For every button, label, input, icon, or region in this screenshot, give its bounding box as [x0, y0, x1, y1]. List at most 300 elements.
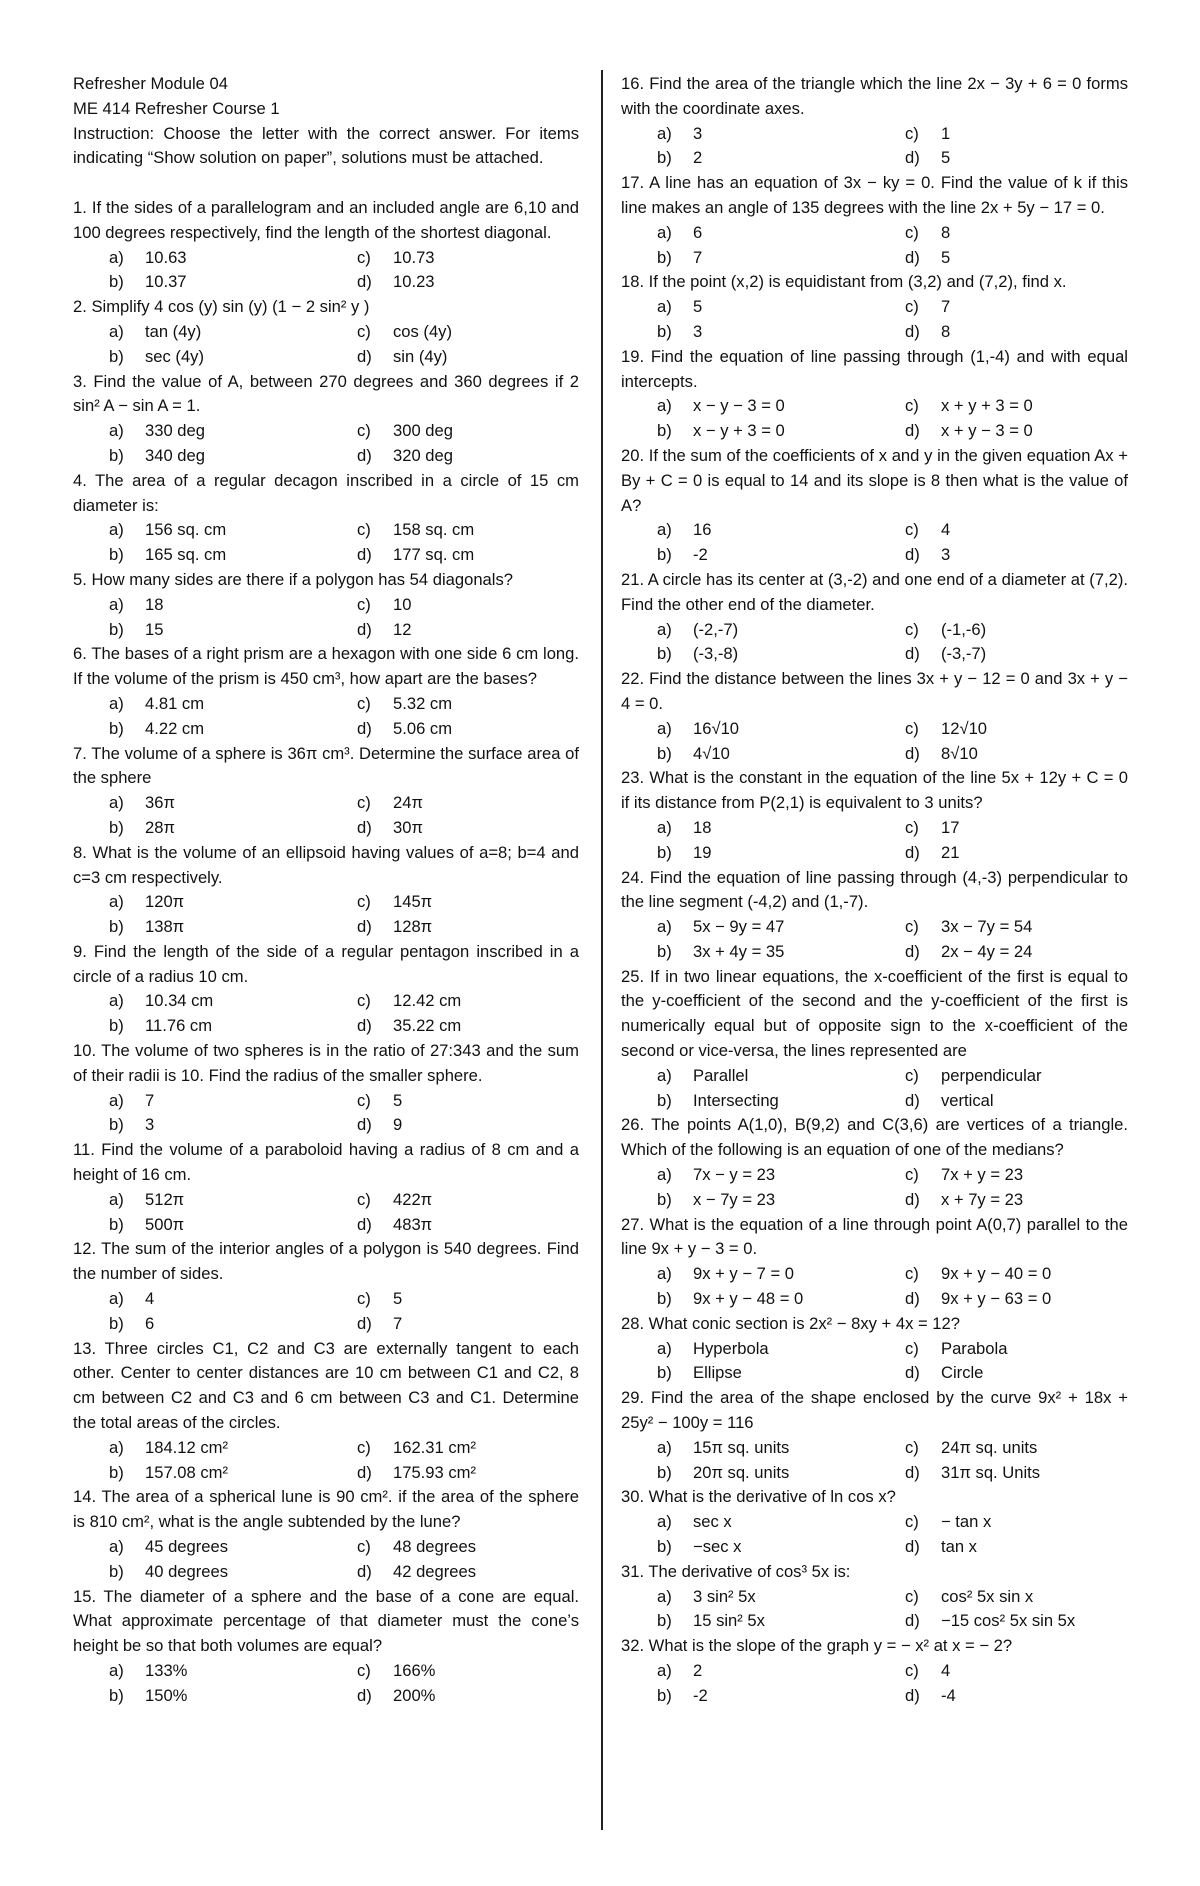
choice-value: 28π — [145, 817, 175, 837]
choice-letter: b) — [657, 644, 672, 664]
choice-value: 1 — [941, 123, 951, 143]
choice-letter: c) — [905, 1065, 919, 1085]
choice-letter: c) — [905, 1586, 919, 1606]
answer-choices-row — [621, 1287, 1128, 1312]
choice-value: 10 — [393, 594, 412, 614]
question-item — [621, 72, 1128, 171]
choice-letter: c) — [357, 892, 371, 912]
question-item — [621, 444, 1128, 568]
question-text: 23. What is the constant in the equation of the line 5x + 12y + C = 0 if its distance from P(2,1) is equivalent to 3 units? — [621, 768, 1128, 813]
choice-letter: c) — [357, 520, 371, 540]
choice-letter: b) — [657, 743, 672, 763]
question-item — [73, 1337, 579, 1486]
choice-letter: d) — [905, 1685, 920, 1705]
answer-choices-row — [621, 246, 1128, 271]
choice-letter: b) — [657, 1611, 672, 1631]
choice-value: 9x + y − 40 = 0 — [941, 1264, 1052, 1284]
answer-choices-row — [621, 717, 1128, 742]
choice-letter: c) — [905, 297, 919, 317]
choice-letter: b) — [109, 272, 124, 292]
choice-letter: d) — [357, 1214, 372, 1234]
choice-letter: d) — [905, 421, 920, 441]
choice-letter: d) — [905, 644, 920, 664]
choice-value: 5 — [393, 1090, 403, 1110]
question-item — [73, 196, 579, 295]
choice-value: 6 — [145, 1313, 155, 1333]
choice-value: 24π sq. units — [941, 1437, 1038, 1457]
answer-choices-row — [73, 419, 579, 444]
choice-letter: d) — [905, 247, 920, 267]
question-text: 9. Find the length of the side of a regular pentagon inscribed in a circle of a radius 10 cm. — [73, 941, 579, 986]
choice-value: 48 degrees — [393, 1537, 477, 1557]
choice-letter: d) — [357, 545, 372, 565]
choice-letter: a) — [109, 520, 124, 540]
choice-letter: a) — [657, 123, 672, 143]
choice-letter: d) — [905, 1462, 920, 1482]
choice-letter: c) — [357, 991, 371, 1011]
choice-letter: b) — [657, 1462, 672, 1482]
choice-letter: b) — [657, 545, 672, 565]
choice-letter: a) — [109, 1661, 124, 1680]
answer-choices-row — [621, 320, 1128, 345]
choice-value: Intersecting — [693, 1090, 779, 1110]
choice-value: 12.42 cm — [393, 991, 462, 1011]
choice-value: 17 — [941, 817, 960, 837]
question-item — [73, 841, 579, 940]
answer-choices-row — [621, 915, 1128, 940]
question-text: 13. Three circles C1, C2 and C3 are externally tangent to each other. Center to center distances are 10 cm between C1 and C2, 8 cm between C2 and C3 and 6 cm between C3 and C1. Determine the total areas of the circles. — [73, 1338, 579, 1433]
question-text: 15. The diameter of a sphere and the base of a cone are equal. What approximate percentage of that diameter must the cone’s height be so that both volumes are equal? — [73, 1586, 579, 1656]
choice-letter: d) — [905, 148, 920, 168]
choice-letter: d) — [357, 619, 372, 639]
choice-letter: b) — [657, 1363, 672, 1383]
choice-value: (-1,-6) — [941, 619, 987, 639]
choice-value: 7 — [941, 297, 951, 317]
answer-choices-row — [621, 419, 1128, 444]
question-item — [621, 1560, 1128, 1634]
question-item — [621, 1113, 1128, 1212]
answer-choices-row — [621, 1436, 1128, 1461]
choice-value: sin (4y) — [393, 346, 448, 366]
choice-letter: b) — [109, 1214, 124, 1234]
choice-letter: b) — [657, 1537, 672, 1557]
answer-choices-row — [621, 1461, 1128, 1486]
choice-value: 15π sq. units — [693, 1437, 790, 1457]
choice-value: 300 deg — [393, 421, 453, 441]
choice-letter: d) — [905, 1189, 920, 1209]
choice-value: 340 deg — [145, 445, 205, 465]
choice-value: 184.12 cm² — [145, 1437, 229, 1457]
choice-letter: c) — [357, 1189, 371, 1209]
answer-choices-row — [73, 915, 579, 940]
question-item — [621, 866, 1128, 965]
choice-letter: c) — [905, 917, 919, 937]
choice-value: 12 — [393, 619, 412, 639]
answer-choices-row — [621, 618, 1128, 643]
answer-choices-row — [73, 593, 579, 618]
question-item — [73, 469, 579, 568]
choice-letter: a) — [657, 222, 672, 242]
question-text: 32. What is the slope of the graph y = − x² at x = − 2? — [621, 1636, 1013, 1656]
choice-letter: b) — [657, 247, 672, 267]
choice-value: 138π — [145, 917, 185, 937]
answer-choices-row — [73, 1188, 579, 1213]
answer-choices-row — [73, 890, 579, 915]
answer-choices-row — [621, 1659, 1128, 1684]
choice-letter: a) — [657, 1338, 672, 1358]
choice-letter: a) — [109, 1437, 124, 1457]
choice-value: 18 — [693, 817, 712, 837]
choice-value: 128π — [393, 917, 433, 937]
question-item — [621, 1312, 1128, 1386]
column-divider — [601, 70, 603, 1830]
choice-letter: a) — [657, 396, 672, 416]
question-item — [73, 295, 579, 369]
question-item — [621, 1213, 1128, 1312]
answer-choices-row — [73, 717, 579, 742]
right-column — [621, 72, 1128, 1709]
question-item — [73, 742, 579, 841]
question-item — [73, 1585, 579, 1709]
choice-value: 16 — [693, 520, 712, 540]
question-text: 10. The volume of two spheres is in the ratio of 27:343 and the sum of their radii is 10. Find the radius of the smaller sphere. — [73, 1041, 579, 1085]
answer-choices-row — [621, 394, 1128, 419]
answer-choices-row — [73, 1089, 579, 1114]
choice-value: 6 — [693, 222, 703, 242]
question-item — [621, 1485, 1128, 1559]
answer-choices-row — [73, 246, 579, 271]
choice-value: 8 — [941, 222, 951, 242]
choice-letter: b) — [109, 917, 124, 937]
choice-value: 2x − 4y = 24 — [941, 941, 1033, 961]
answer-choices-row — [621, 1684, 1128, 1709]
answer-choices-row — [73, 1113, 579, 1138]
choice-value: 10.37 — [145, 272, 187, 292]
choice-value: −15 cos² 5x sin 5x — [941, 1611, 1076, 1631]
choice-letter: d) — [357, 1115, 372, 1135]
choice-value: 7x − y = 23 — [693, 1165, 776, 1185]
choice-value: 7x + y = 23 — [941, 1165, 1024, 1185]
answer-choices-row — [73, 1461, 579, 1486]
question-text: 25. If in two linear equations, the x-coefficient of the first is equal to the y-coefficient of the second and the y-coefficient of the first is numerically equal but of opposite sign to the x-coefficient of the second or vice-versa, the lines represented are — [621, 966, 1128, 1061]
answer-choices-row — [621, 1337, 1128, 1362]
choice-letter: c) — [905, 619, 919, 639]
choice-value: tan x — [941, 1537, 977, 1557]
choice-value: 133% — [145, 1661, 188, 1680]
choice-letter: a) — [109, 892, 124, 912]
choice-value: 500π — [145, 1214, 185, 1234]
choice-letter: a) — [657, 619, 672, 639]
answer-choices-row — [621, 1535, 1128, 1560]
answer-choices-row — [621, 1609, 1128, 1634]
answer-choices-row — [73, 1287, 579, 1312]
choice-value: 9x + y − 7 = 0 — [693, 1264, 795, 1284]
choice-value: 5.32 cm — [393, 693, 453, 713]
choice-letter: d) — [357, 718, 372, 738]
answer-choices-row — [73, 1436, 579, 1461]
answer-choices-row — [73, 1659, 579, 1684]
choice-letter: a) — [109, 594, 124, 614]
choice-letter: a) — [109, 1289, 124, 1309]
choice-value: 10.73 — [393, 247, 435, 267]
choice-value: cos² 5x sin x — [941, 1586, 1034, 1606]
answer-choices-row — [621, 1089, 1128, 1114]
choice-letter: c) — [357, 1661, 371, 1680]
choice-value: sec x — [693, 1512, 732, 1532]
choice-value: 12√10 — [941, 718, 988, 738]
choice-value: 3 — [145, 1115, 155, 1135]
answer-choices-row — [621, 1163, 1128, 1188]
spacer — [73, 171, 579, 196]
question-item — [73, 940, 579, 1039]
choice-value: (-3,-8) — [693, 644, 739, 664]
answer-choices-row — [73, 618, 579, 643]
choice-letter: d) — [905, 842, 920, 862]
choice-value: 16√10 — [693, 718, 740, 738]
answer-choices-row — [621, 518, 1128, 543]
choice-letter: a) — [657, 297, 672, 317]
course-title: ME 414 Refresher Course 1 — [73, 98, 280, 118]
choice-value: 9x + y − 63 = 0 — [941, 1289, 1052, 1309]
choice-letter: b) — [109, 346, 124, 366]
choice-letter: b) — [657, 1685, 672, 1705]
choice-value: 42 degrees — [393, 1561, 477, 1581]
choice-value: 156 sq. cm — [145, 520, 227, 540]
choice-letter: c) — [357, 1437, 371, 1457]
choice-letter: b) — [109, 1115, 124, 1135]
choice-letter: d) — [357, 1561, 372, 1581]
choice-value: 3x − 7y = 54 — [941, 917, 1033, 937]
module-title: Refresher Module 04 — [73, 74, 228, 93]
choice-letter: d) — [357, 346, 372, 366]
choice-value: 2 — [693, 148, 703, 168]
choice-letter: d) — [905, 1363, 920, 1383]
choice-value: 18 — [145, 594, 164, 614]
choice-letter: a) — [657, 1661, 672, 1680]
choice-value: 5 — [693, 297, 703, 317]
choice-value: -4 — [941, 1685, 956, 1705]
answer-choices-row — [73, 1560, 579, 1585]
choice-letter: c) — [905, 1338, 919, 1358]
question-item — [621, 1386, 1128, 1485]
choice-value: 165 sq. cm — [145, 545, 227, 565]
choice-letter: d) — [905, 1611, 920, 1631]
choice-letter: b) — [657, 421, 672, 441]
choice-letter: d) — [357, 445, 372, 465]
choice-value: 330 deg — [145, 421, 205, 441]
instruction-text: Instruction: Choose the letter with the correct answer. For items indicating “Show solution on paper”, solutions must be attached. — [73, 123, 579, 168]
choice-value: 5x − 9y = 47 — [693, 917, 785, 937]
choice-letter: c) — [357, 1537, 371, 1557]
choice-value: cos (4y) — [393, 321, 453, 341]
choice-letter: c) — [905, 817, 919, 837]
choice-letter: a) — [657, 1512, 672, 1532]
question-item — [73, 1138, 579, 1237]
question-text: 11. Find the volume of a paraboloid having a radius of 8 cm and a height of 16 cm. — [73, 1140, 579, 1185]
choice-value: 5 — [941, 247, 951, 267]
choice-letter: a) — [109, 1090, 124, 1110]
answer-choices-row — [621, 146, 1128, 171]
choice-letter: a) — [109, 991, 124, 1011]
answer-choices-row — [73, 444, 579, 469]
choice-value: −sec x — [693, 1537, 742, 1557]
answer-choices-row — [621, 642, 1128, 667]
choice-value: 3 sin² 5x — [693, 1586, 756, 1606]
choice-letter: b) — [657, 1189, 672, 1209]
choice-letter: b) — [657, 321, 672, 341]
answer-choices-row — [621, 543, 1128, 568]
answer-choices-row — [621, 841, 1128, 866]
choice-value: Parallel — [693, 1065, 749, 1085]
choice-value: -2 — [693, 545, 708, 565]
choice-letter: b) — [109, 1685, 124, 1705]
question-text: 7. The volume of a sphere is 36π cm³. Determine the surface area of the sphere — [73, 743, 579, 788]
answer-choices-row — [73, 270, 579, 295]
answer-choices-row — [621, 940, 1128, 965]
choice-value: 10.34 cm — [145, 991, 214, 1011]
choice-value: 36π — [145, 793, 175, 813]
choice-letter: b) — [109, 1016, 124, 1036]
question-item — [73, 1485, 579, 1584]
choice-value: 15 sin² 5x — [693, 1611, 765, 1631]
choice-value: Hyperbola — [693, 1338, 769, 1358]
answer-choices-row — [621, 1585, 1128, 1610]
choice-value: 145π — [393, 892, 433, 912]
choice-value: 5 — [393, 1289, 403, 1309]
choice-value: 320 deg — [393, 445, 453, 465]
choice-value: Circle — [941, 1363, 984, 1383]
choice-value: 2 — [693, 1661, 703, 1680]
choice-letter: c) — [905, 1165, 919, 1185]
choice-letter: c) — [357, 321, 371, 341]
choice-value: 20π sq. units — [693, 1462, 790, 1482]
answer-choices-row — [621, 1188, 1128, 1213]
answer-choices-row — [73, 1213, 579, 1238]
question-text: 1. If the sides of a parallelogram and an included angle are 6,10 and 100 degrees respectively, find the length of the shortest diagonal. — [73, 197, 579, 242]
question-text: 3. Find the value of A, between 270 degrees and 360 degrees if 2 sin² A − sin A = 1. — [73, 371, 579, 416]
choice-letter: a) — [109, 1537, 124, 1557]
choice-letter: d) — [357, 1016, 372, 1036]
choice-value: x − y − 3 = 0 — [693, 396, 785, 416]
choice-value: 24π — [393, 793, 423, 813]
choice-value: 4.22 cm — [145, 718, 205, 738]
answer-choices-row — [73, 345, 579, 370]
left-question-list — [73, 196, 579, 1709]
choice-value: -2 — [693, 1685, 708, 1705]
choice-letter: d) — [905, 545, 920, 565]
question-text: 30. What is the derivative of ln cos x? — [621, 1487, 896, 1507]
choice-value: 3x + 4y = 35 — [693, 941, 785, 961]
answer-choices-row — [621, 816, 1128, 841]
answer-choices-row — [73, 320, 579, 345]
question-text: 21. A circle has its center at (3,-2) and one end of a diameter at (7,2). Find the other end of the diameter. — [621, 569, 1128, 614]
choice-letter: c) — [905, 520, 919, 540]
question-text: 22. Find the distance between the lines 3x + y − 12 = 0 and 3x + y − 4 = 0. — [621, 669, 1128, 713]
question-item — [73, 370, 579, 469]
choice-value: 200% — [393, 1685, 436, 1705]
answer-choices-row — [73, 816, 579, 841]
choice-letter: d) — [905, 941, 920, 961]
question-text: 5. How many sides are there if a polygon has 54 diagonals? — [73, 569, 514, 589]
question-item — [73, 568, 579, 642]
choice-letter: d) — [905, 743, 920, 763]
choice-value: 40 degrees — [145, 1561, 229, 1581]
choice-letter: c) — [905, 1437, 919, 1457]
choice-letter: a) — [657, 718, 672, 738]
choice-letter: a) — [109, 793, 124, 813]
choice-letter: c) — [357, 594, 371, 614]
choice-letter: c) — [357, 793, 371, 813]
choice-value: x + 7y = 23 — [941, 1189, 1024, 1209]
choice-value: Ellipse — [693, 1363, 742, 1383]
answer-choices-row — [621, 295, 1128, 320]
choice-value: perpendicular — [941, 1065, 1042, 1085]
choice-letter: c) — [905, 718, 919, 738]
question-text: 6. The bases of a right prism are a hexagon with one side 6 cm long. If the volume of the prism is 450 cm³, how apart are the bases? — [73, 644, 579, 689]
question-item — [621, 345, 1128, 444]
answer-choices-row — [73, 692, 579, 717]
choice-value: 4.81 cm — [145, 693, 205, 713]
choice-letter: a) — [657, 1437, 672, 1457]
question-text: 19. Find the equation of line passing through (1,-4) and with equal intercepts. — [621, 346, 1128, 391]
choice-value: 7 — [693, 247, 703, 267]
choice-letter: b) — [109, 1462, 124, 1482]
choice-letter: a) — [657, 520, 672, 540]
question-item — [621, 667, 1128, 766]
answer-choices-row — [73, 518, 579, 543]
choice-letter: a) — [657, 817, 672, 837]
choice-value: 31π sq. Units — [941, 1462, 1041, 1482]
choice-letter: d) — [905, 321, 920, 341]
choice-letter: b) — [657, 1090, 672, 1110]
choice-letter: c) — [905, 1661, 919, 1680]
choice-value: sec (4y) — [145, 346, 205, 366]
choice-value: 9 — [393, 1115, 403, 1135]
choice-value: 7 — [145, 1090, 155, 1110]
answer-choices-row — [73, 1535, 579, 1560]
answer-choices-row — [73, 1014, 579, 1039]
choice-letter: c) — [905, 222, 919, 242]
question-text: 29. Find the area of the shape enclosed by the curve 9x² + 18x + 25y² − 100y = 116 — [621, 1388, 1128, 1433]
choice-value: − tan x — [941, 1512, 992, 1532]
question-text: 20. If the sum of the coefficients of x and y in the given equation Ax + By + C = 0 is equal to 14 and its slope is 8 then what is the value of A? — [621, 445, 1128, 515]
choice-letter: b) — [109, 445, 124, 465]
question-item — [621, 965, 1128, 1114]
answer-choices-row — [621, 1361, 1128, 1386]
choice-value: (-3,-7) — [941, 644, 987, 664]
choice-value: tan (4y) — [145, 321, 202, 341]
choice-letter: c) — [905, 123, 919, 143]
choice-letter: b) — [657, 842, 672, 862]
answer-choices-row — [73, 1684, 579, 1709]
answer-choices-row — [621, 122, 1128, 147]
choice-value: 3 — [693, 321, 703, 341]
choice-letter: b) — [109, 718, 124, 738]
choice-letter: d) — [905, 1289, 920, 1309]
question-text: 28. What conic section is 2x² − 8xy + 4x = 12? — [621, 1313, 960, 1333]
choice-value: 8√10 — [941, 743, 978, 763]
question-item — [621, 766, 1128, 865]
answer-choices-row — [621, 1064, 1128, 1089]
question-text: 26. The points A(1,0), B(9,2) and C(3,6) are vertices of a triangle. Which of the following is an equation of one of the medians? — [621, 1115, 1128, 1160]
choice-value: x − 7y = 23 — [693, 1189, 776, 1209]
question-item — [73, 1237, 579, 1336]
choice-letter: b) — [657, 148, 672, 168]
question-item — [621, 568, 1128, 667]
choice-value: Parabola — [941, 1338, 1008, 1358]
answer-choices-row — [621, 221, 1128, 246]
choice-letter: a) — [109, 247, 124, 267]
